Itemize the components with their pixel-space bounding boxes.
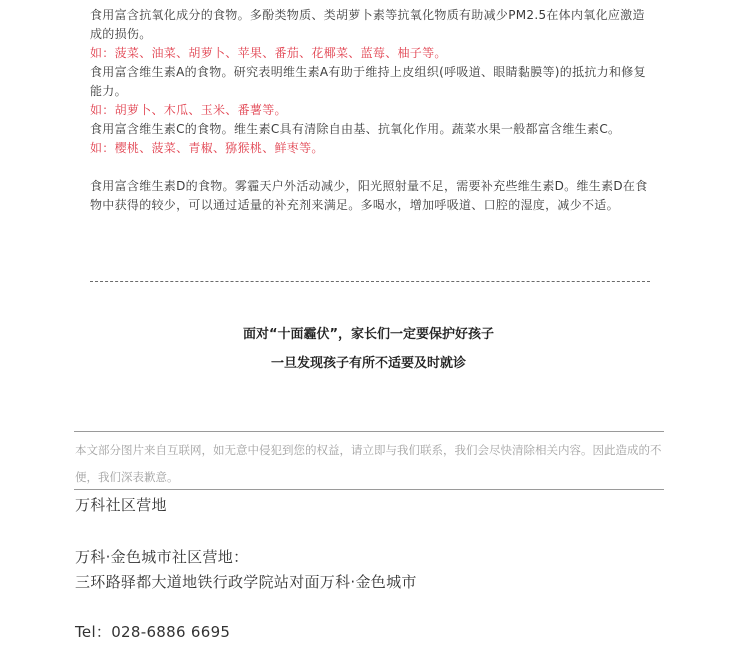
- footer-branch-name: 万科·金色城市社区营地：: [75, 548, 249, 566]
- paragraph-vitamin-a: 食用富含维生素A的食物。研究表明维生素A有助于维持上皮组织(呼吸道、眼睛黏膜等)的抵抗力和修复能力。: [90, 65, 646, 98]
- article-body: [90, 6, 650, 215]
- disclaimer-top-rule: [74, 431, 664, 432]
- closing-line-2: 一旦发现孩子有所不适要及时就诊: [270, 356, 466, 371]
- closing-line-1: 面对“十面霾伏”，家长们一定要保护好孩子: [242, 327, 495, 342]
- examples-vitamin-a: 如：胡萝卜、木瓜、玉米、番薯等。: [90, 103, 287, 117]
- examples-vitamin-c: 如：樱桃、菠菜、青椒、猕猴桃、鲜枣等。: [90, 141, 324, 155]
- footer-telephone: Tel：028-6886 6695: [75, 623, 231, 641]
- paragraph-vitamin-d: 食用富含维生素D的食物。雾霾天户外活动减少，阳光照射量不足，需要补充些维生素D。维生素D在食物中获得的较少，可以通过适量的补充剂来满足。多喝水，增加呼吸道、口腔的湿度，减少不适。: [90, 179, 648, 212]
- examples-antioxidants: 如：菠菜、油菜、胡萝卜、苹果、番茄、花椰菜、蓝莓、柚子等。: [90, 46, 447, 60]
- disclaimer-text: 本文部分图片来自互联网，如无意中侵犯到您的权益，请立即与我们联系，我们会尽快清除相关内容。因此造成的不便，我们深表歉意。: [75, 443, 662, 484]
- disclaimer-bottom-rule: [74, 489, 664, 490]
- paragraph-spacer: [90, 158, 650, 177]
- dashed-divider: [90, 281, 650, 282]
- footer-address: 三环路驿都大道地铁行政学院站对面万科·金色城市: [75, 573, 417, 591]
- footer-org-name: 万科社区营地: [75, 496, 167, 514]
- paragraph-vitamin-c: 食用富含维生素C的食物。维生素C具有清除自由基、抗氧化作用。蔬菜水果一般都富含维生素C。: [90, 122, 621, 136]
- paragraph-antioxidants: 食用富含抗氧化成分的食物。多酚类物质、类胡萝卜素等抗氧化物质有助减少PM2.5在体内氧化应激造成的损伤。: [90, 8, 645, 41]
